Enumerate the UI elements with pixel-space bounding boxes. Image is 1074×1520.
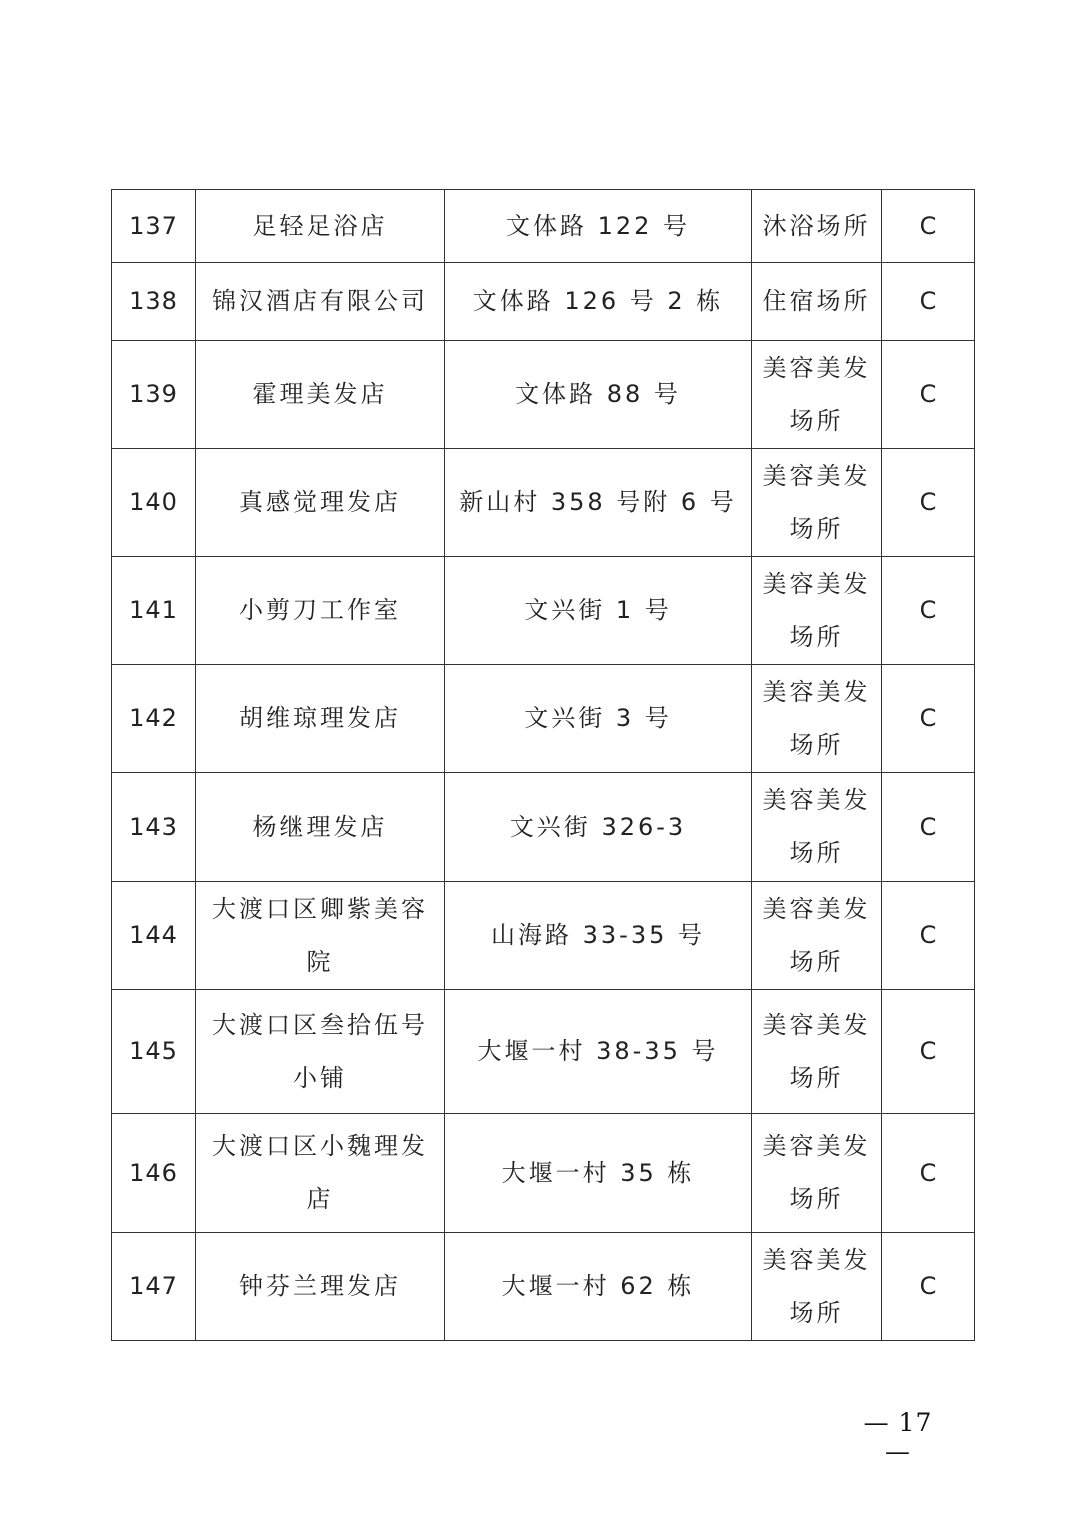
table-row [112, 990, 975, 1114]
table-row [112, 1233, 975, 1341]
business-address: 文兴街 3 号 [445, 665, 752, 773]
grade-cell: C [882, 990, 975, 1114]
business-name: 真感觉理发店 [196, 449, 445, 557]
row-number: 140 [112, 449, 196, 557]
grade-cell: C [882, 665, 975, 773]
business-name: 杨继理发店 [196, 773, 445, 882]
business-category: 美容美发场所 [752, 773, 882, 882]
business-name: 大渡口区卿紫美容院 [196, 882, 445, 990]
business-category: 美容美发场所 [752, 665, 882, 773]
business-address: 文体路 126 号 2 栋 [445, 263, 752, 341]
grade-cell: C [882, 882, 975, 990]
grade-cell: C [882, 341, 975, 449]
business-address: 山海路 33-35 号 [445, 882, 752, 990]
table-row [112, 882, 975, 990]
row-number: 146 [112, 1114, 196, 1233]
table-row [112, 1114, 975, 1233]
table-row [112, 263, 975, 341]
grade-cell: C [882, 190, 975, 263]
row-number: 138 [112, 263, 196, 341]
table-row [112, 773, 975, 882]
business-address: 大堰一村 62 栋 [445, 1233, 752, 1341]
business-category: 美容美发场所 [752, 990, 882, 1114]
business-name: 小剪刀工作室 [196, 557, 445, 665]
page-number: — 17 — [863, 1408, 933, 1466]
business-name: 锦汉酒店有限公司 [196, 263, 445, 341]
table-row [112, 449, 975, 557]
business-name: 大渡口区叁拾伍号小铺 [196, 990, 445, 1114]
business-address: 文体路 88 号 [445, 341, 752, 449]
business-category: 美容美发场所 [752, 882, 882, 990]
business-address: 文兴街 1 号 [445, 557, 752, 665]
grade-cell: C [882, 773, 975, 882]
business-category: 美容美发场所 [752, 1233, 882, 1341]
grade-cell: C [882, 1114, 975, 1233]
business-address: 文体路 122 号 [445, 190, 752, 263]
grade-cell: C [882, 449, 975, 557]
business-category: 美容美发场所 [752, 557, 882, 665]
row-number: 145 [112, 990, 196, 1114]
row-number: 137 [112, 190, 196, 263]
row-number: 144 [112, 882, 196, 990]
business-address: 新山村 358 号附 6 号 [445, 449, 752, 557]
business-name: 大渡口区小魏理发店 [196, 1114, 445, 1233]
business-category: 住宿场所 [752, 263, 882, 341]
business-category: 美容美发场所 [752, 341, 882, 449]
business-category: 沐浴场所 [752, 190, 882, 263]
table-row [112, 190, 975, 263]
table-row [112, 557, 975, 665]
business-category: 美容美发场所 [752, 1114, 882, 1233]
business-name: 钟芬兰理发店 [196, 1233, 445, 1341]
business-name: 霍理美发店 [196, 341, 445, 449]
table-row [112, 341, 975, 449]
grade-cell: C [882, 557, 975, 665]
row-number: 141 [112, 557, 196, 665]
row-number: 143 [112, 773, 196, 882]
business-address: 文兴街 326-3 [445, 773, 752, 882]
business-address: 大堰一村 35 栋 [445, 1114, 752, 1233]
table-row [112, 665, 975, 773]
business-category: 美容美发场所 [752, 449, 882, 557]
registry-table [111, 189, 975, 1341]
row-number: 142 [112, 665, 196, 773]
row-number: 139 [112, 341, 196, 449]
grade-cell: C [882, 1233, 975, 1341]
row-number: 147 [112, 1233, 196, 1341]
business-name: 胡维琼理发店 [196, 665, 445, 773]
business-address: 大堰一村 38-35 号 [445, 990, 752, 1114]
business-name: 足轻足浴店 [196, 190, 445, 263]
grade-cell: C [882, 263, 975, 341]
